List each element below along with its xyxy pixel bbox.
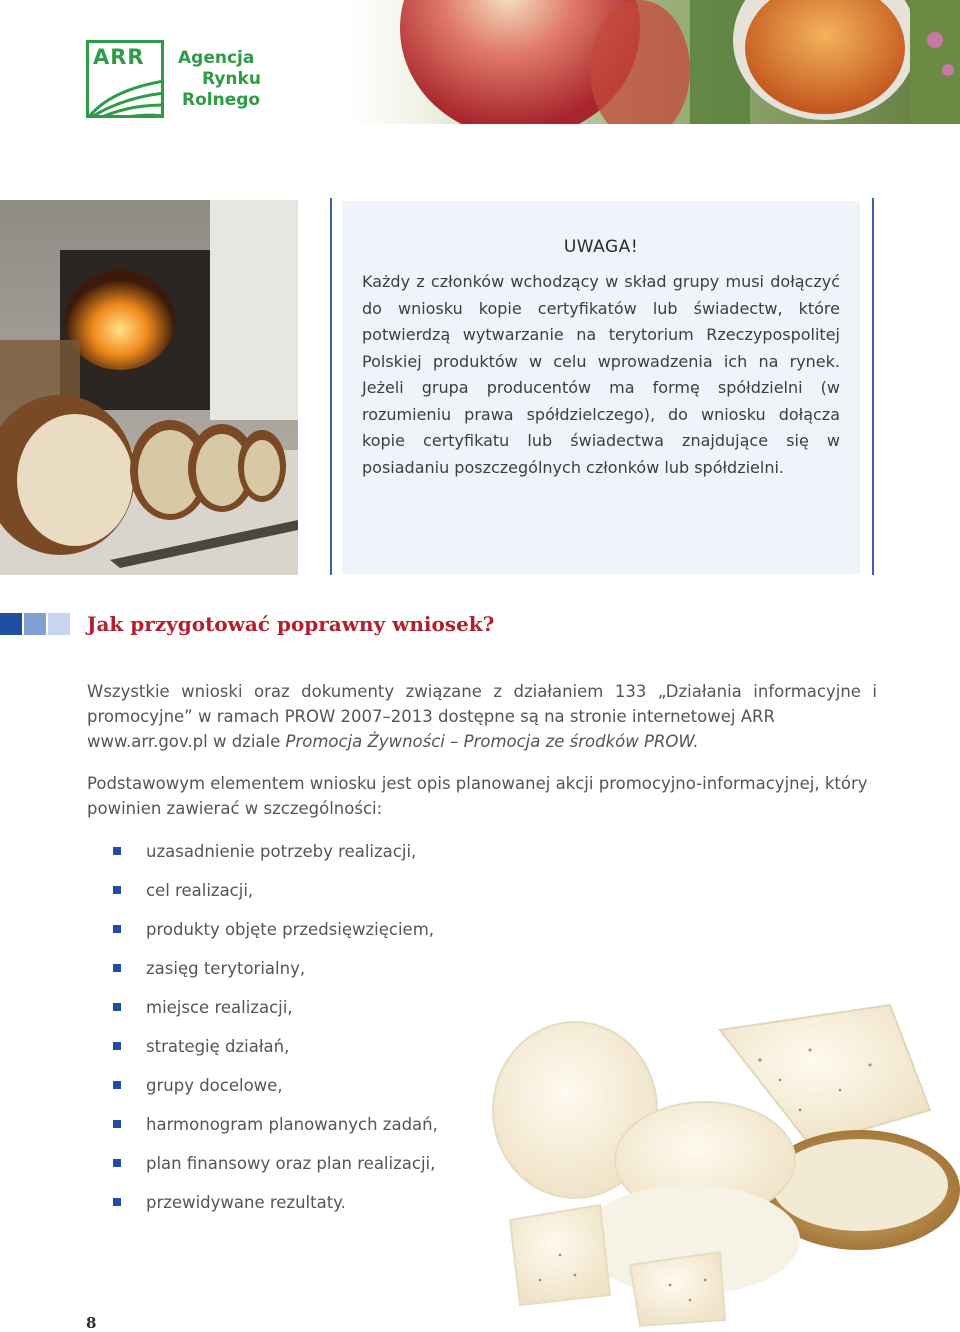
list-item: harmonogram planowanych zadań, bbox=[110, 1105, 438, 1144]
bullet-square-icon bbox=[113, 1120, 121, 1128]
bullet-square-icon bbox=[113, 1081, 121, 1089]
notice-box bbox=[342, 201, 860, 574]
list-item: miejsce realizacji, bbox=[110, 988, 438, 1027]
requirements-paragraph: Podstawowym elementem wniosku jest opis planowanej akcji promocyjno-informacyjnej, który powinien zawierać w szczególności: bbox=[87, 774, 868, 818]
intro-paragraph: Wszystkie wnioski oraz dokumenty związane z działaniem 133 „Działania informacyjne i promocyjne” w ramach PROW 2007–2013 dostępne są na stronie internetowej ARR www.arr.gov.pl w dziale Promocja Żywności – Promocja ze środków PROW. bbox=[87, 682, 877, 751]
list-item: uzasadnienie potrzeby realizacji, bbox=[110, 832, 438, 871]
square-marker-dark bbox=[0, 613, 22, 635]
bullet-square-icon bbox=[113, 964, 121, 972]
arr-logo bbox=[86, 40, 286, 122]
divider-left bbox=[330, 198, 332, 575]
list-item: cel realizacji, bbox=[110, 871, 438, 910]
bullet-square-icon bbox=[113, 1003, 121, 1011]
bullet-square-icon bbox=[113, 886, 121, 894]
divider-right bbox=[872, 198, 874, 575]
list-item: zasięg terytorialny, bbox=[110, 949, 438, 988]
cheese-photo bbox=[480, 990, 960, 1332]
logo-emblem bbox=[86, 40, 164, 118]
list-item: przewidywane rezultaty. bbox=[110, 1183, 438, 1222]
square-marker-light bbox=[48, 613, 70, 635]
bullet-square-icon bbox=[113, 925, 121, 933]
bread-oven-photo bbox=[0, 200, 298, 575]
bullet-square-icon bbox=[113, 847, 121, 855]
list-item: plan finansowy oraz plan realizacji, bbox=[110, 1144, 438, 1183]
bullet-square-icon bbox=[113, 1159, 121, 1167]
list-item: strategię działań, bbox=[110, 1027, 438, 1066]
header-photo-apples-jam bbox=[350, 0, 960, 124]
bullet-square-icon bbox=[113, 1198, 121, 1206]
section-heading: Jak przygotować poprawny wniosek? bbox=[87, 612, 495, 636]
field-furrows-icon bbox=[86, 71, 164, 118]
notice-text: Każdy z członków wchodzący w skład grupy musi dołączyć do wniosku kopie certyfikatów lub świadectw, które potwierdzą wytwarzanie na terytorium Rzeczypospolitej Polskiej produktów w celu wprowadzenia ich na rynek. Jeżeli grupa producentów ma formę spółdzielni (w rozumieniu prawa spółdzielczego), do wniosku dołącza kopie certyfikatu lub świadectwa znajdujące się w posiadaniu poszczególnych członków lub spółdzielni. bbox=[362, 272, 840, 477]
page-number: 8 bbox=[86, 1314, 97, 1332]
bullet-square-icon bbox=[113, 1042, 121, 1050]
logo-name: Agencja Rynku Rolnego bbox=[178, 48, 261, 110]
list-item: grupy docelowe, bbox=[110, 1066, 438, 1105]
requirements-list bbox=[110, 832, 438, 1222]
notice-title: UWAGA! bbox=[563, 237, 639, 257]
logo-abbreviation: ARR bbox=[93, 45, 145, 69]
square-marker-mid bbox=[24, 613, 46, 635]
list-item: produkty objęte przedsięwzięciem, bbox=[110, 910, 438, 949]
arr-website-link[interactable]: www.arr.gov.pl bbox=[87, 732, 208, 751]
website-section-name: Promocja Żywności – Promocja ze środków PROW. bbox=[285, 732, 699, 751]
